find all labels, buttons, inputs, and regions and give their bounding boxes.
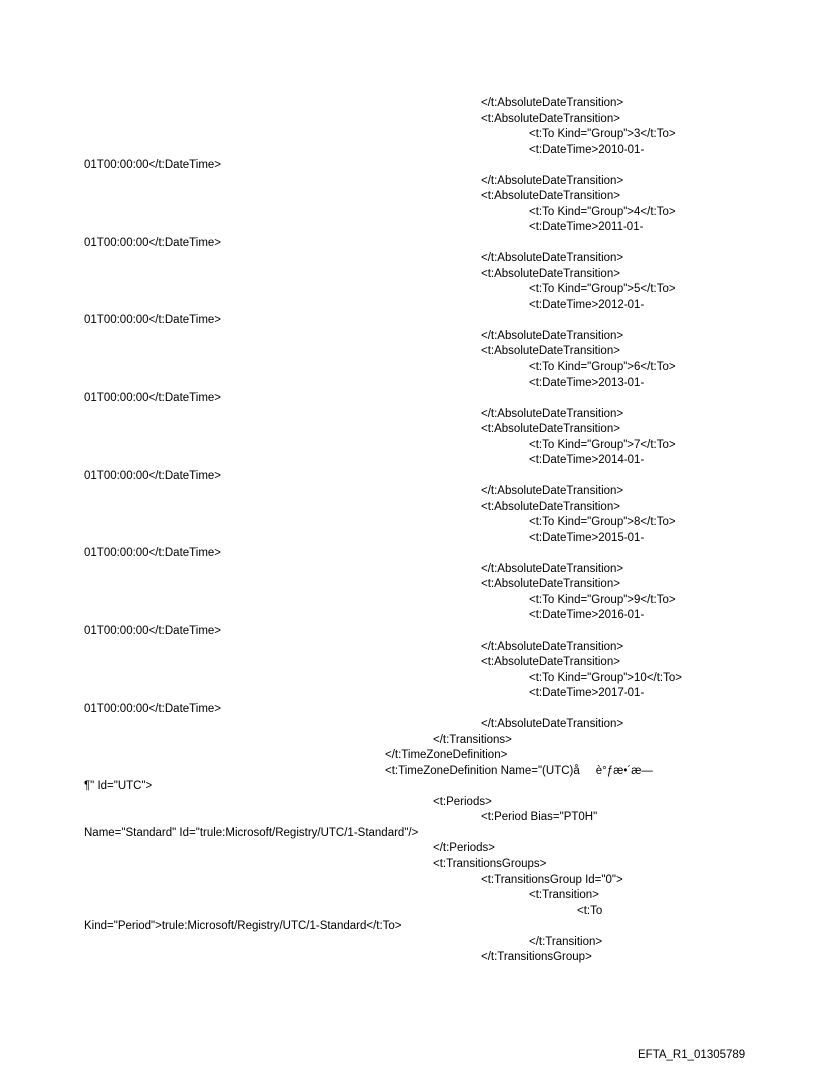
document-line: </t:TimeZoneDefinition> [385, 749, 508, 762]
document-line: <t:DateTime>2017-01- [529, 687, 645, 700]
document-line: <t:To Kind="Group">8</t:To> [529, 516, 676, 529]
document-line: </t:AbsoluteDateTransition> [481, 174, 624, 187]
document-line: </t:TransitionsGroup> [481, 951, 592, 964]
document-line: <t:To Kind="Group">7</t:To> [529, 438, 676, 451]
document-line: Name="Standard" Id="trule:Microsoft/Registry/UTC/1-Standard"/> [84, 826, 419, 839]
document-line: 01T00:00:00</t:DateTime> [84, 702, 222, 715]
document-line: </t:AbsoluteDateTransition> [481, 562, 624, 575]
document-line: <t:AbsoluteDateTransition> [481, 345, 620, 358]
document-line: <t:DateTime>2011-01- [529, 221, 644, 234]
document-line: <t:AbsoluteDateTransition> [481, 423, 620, 436]
document-line: <t:DateTime>2016-01- [529, 609, 645, 622]
document-line: </t:AbsoluteDateTransition> [481, 718, 624, 731]
document-line: <t:To Kind="Group">10</t:To> [529, 671, 682, 684]
document-line: <t:DateTime>2012-01- [529, 298, 645, 311]
document-line: 01T00:00:00</t:DateTime> [84, 625, 222, 638]
document-line: <t:Periods> [433, 795, 492, 808]
document-line: <t:AbsoluteDateTransition> [481, 578, 620, 591]
document-line: 01T00:00:00</t:DateTime> [84, 159, 222, 172]
document-line: <t:To [577, 904, 603, 917]
document-line: <t:DateTime>2015-01- [529, 531, 645, 544]
bates-number: EFTA_R1_01305789 [638, 1049, 746, 1061]
document-line: </t:AbsoluteDateTransition> [481, 97, 624, 109]
document-line: <t:AbsoluteDateTransition> [481, 656, 620, 669]
document-line: <t:AbsoluteDateTransition> [481, 190, 620, 203]
document-line: <t:Transition> [529, 889, 599, 902]
document-line: <t:TimeZoneDefinition Name="(UTC)å è°ƒæ•´æ— [385, 764, 653, 777]
document-line: <t:To Kind="Group">3</t:To> [529, 128, 676, 141]
document-line: 01T00:00:00</t:DateTime> [84, 469, 222, 482]
document-line: 01T00:00:00</t:DateTime> [84, 236, 222, 249]
document-line: </t:AbsoluteDateTransition> [481, 640, 624, 653]
document-line: </t:AbsoluteDateTransition> [481, 485, 624, 498]
document-line: </t:AbsoluteDateTransition> [481, 329, 624, 342]
document-line: ¶" Id="UTC"> [84, 780, 153, 793]
document-line: <t:To Kind="Group">4</t:To> [529, 205, 676, 218]
document-line: <t:To Kind="Group">6</t:To> [529, 361, 676, 373]
document-line: <t:DateTime>2013-01- [529, 376, 645, 389]
document-line: <t:AbsoluteDateTransition> [481, 112, 620, 125]
document-line: 01T00:00:00</t:DateTime> [84, 314, 222, 327]
document-line: <t:AbsoluteDateTransition> [481, 500, 620, 513]
document-line: </t:Periods> [433, 842, 496, 855]
document-line: <t:TransitionsGroups> [433, 857, 547, 870]
document-line: 01T00:00:00</t:DateTime> [84, 547, 222, 560]
document-line: <t:DateTime>2014-01- [529, 454, 645, 467]
document-line: </t:Transition> [529, 935, 603, 948]
document-line: </t:AbsoluteDateTransition> [481, 252, 624, 265]
document-line: </t:Transitions> [433, 733, 512, 746]
document-line: Kind="Period">trule:Microsoft/Registry/UTC/1-Standard</t:To> [84, 920, 402, 933]
document-line: <t:To Kind="Group">5</t:To> [529, 283, 676, 296]
document-line: </t:AbsoluteDateTransition> [481, 407, 624, 420]
document-line: <t:DateTime>2010-01- [529, 143, 645, 156]
document-line: <t:To Kind="Group">9</t:To> [529, 593, 676, 606]
document-line: <t:TransitionsGroup Id="0"> [481, 873, 623, 886]
document-line: <t:Period Bias="PT0H" [481, 811, 598, 824]
document-line: 01T00:00:00</t:DateTime> [84, 392, 222, 405]
document-line: <t:AbsoluteDateTransition> [481, 267, 620, 280]
